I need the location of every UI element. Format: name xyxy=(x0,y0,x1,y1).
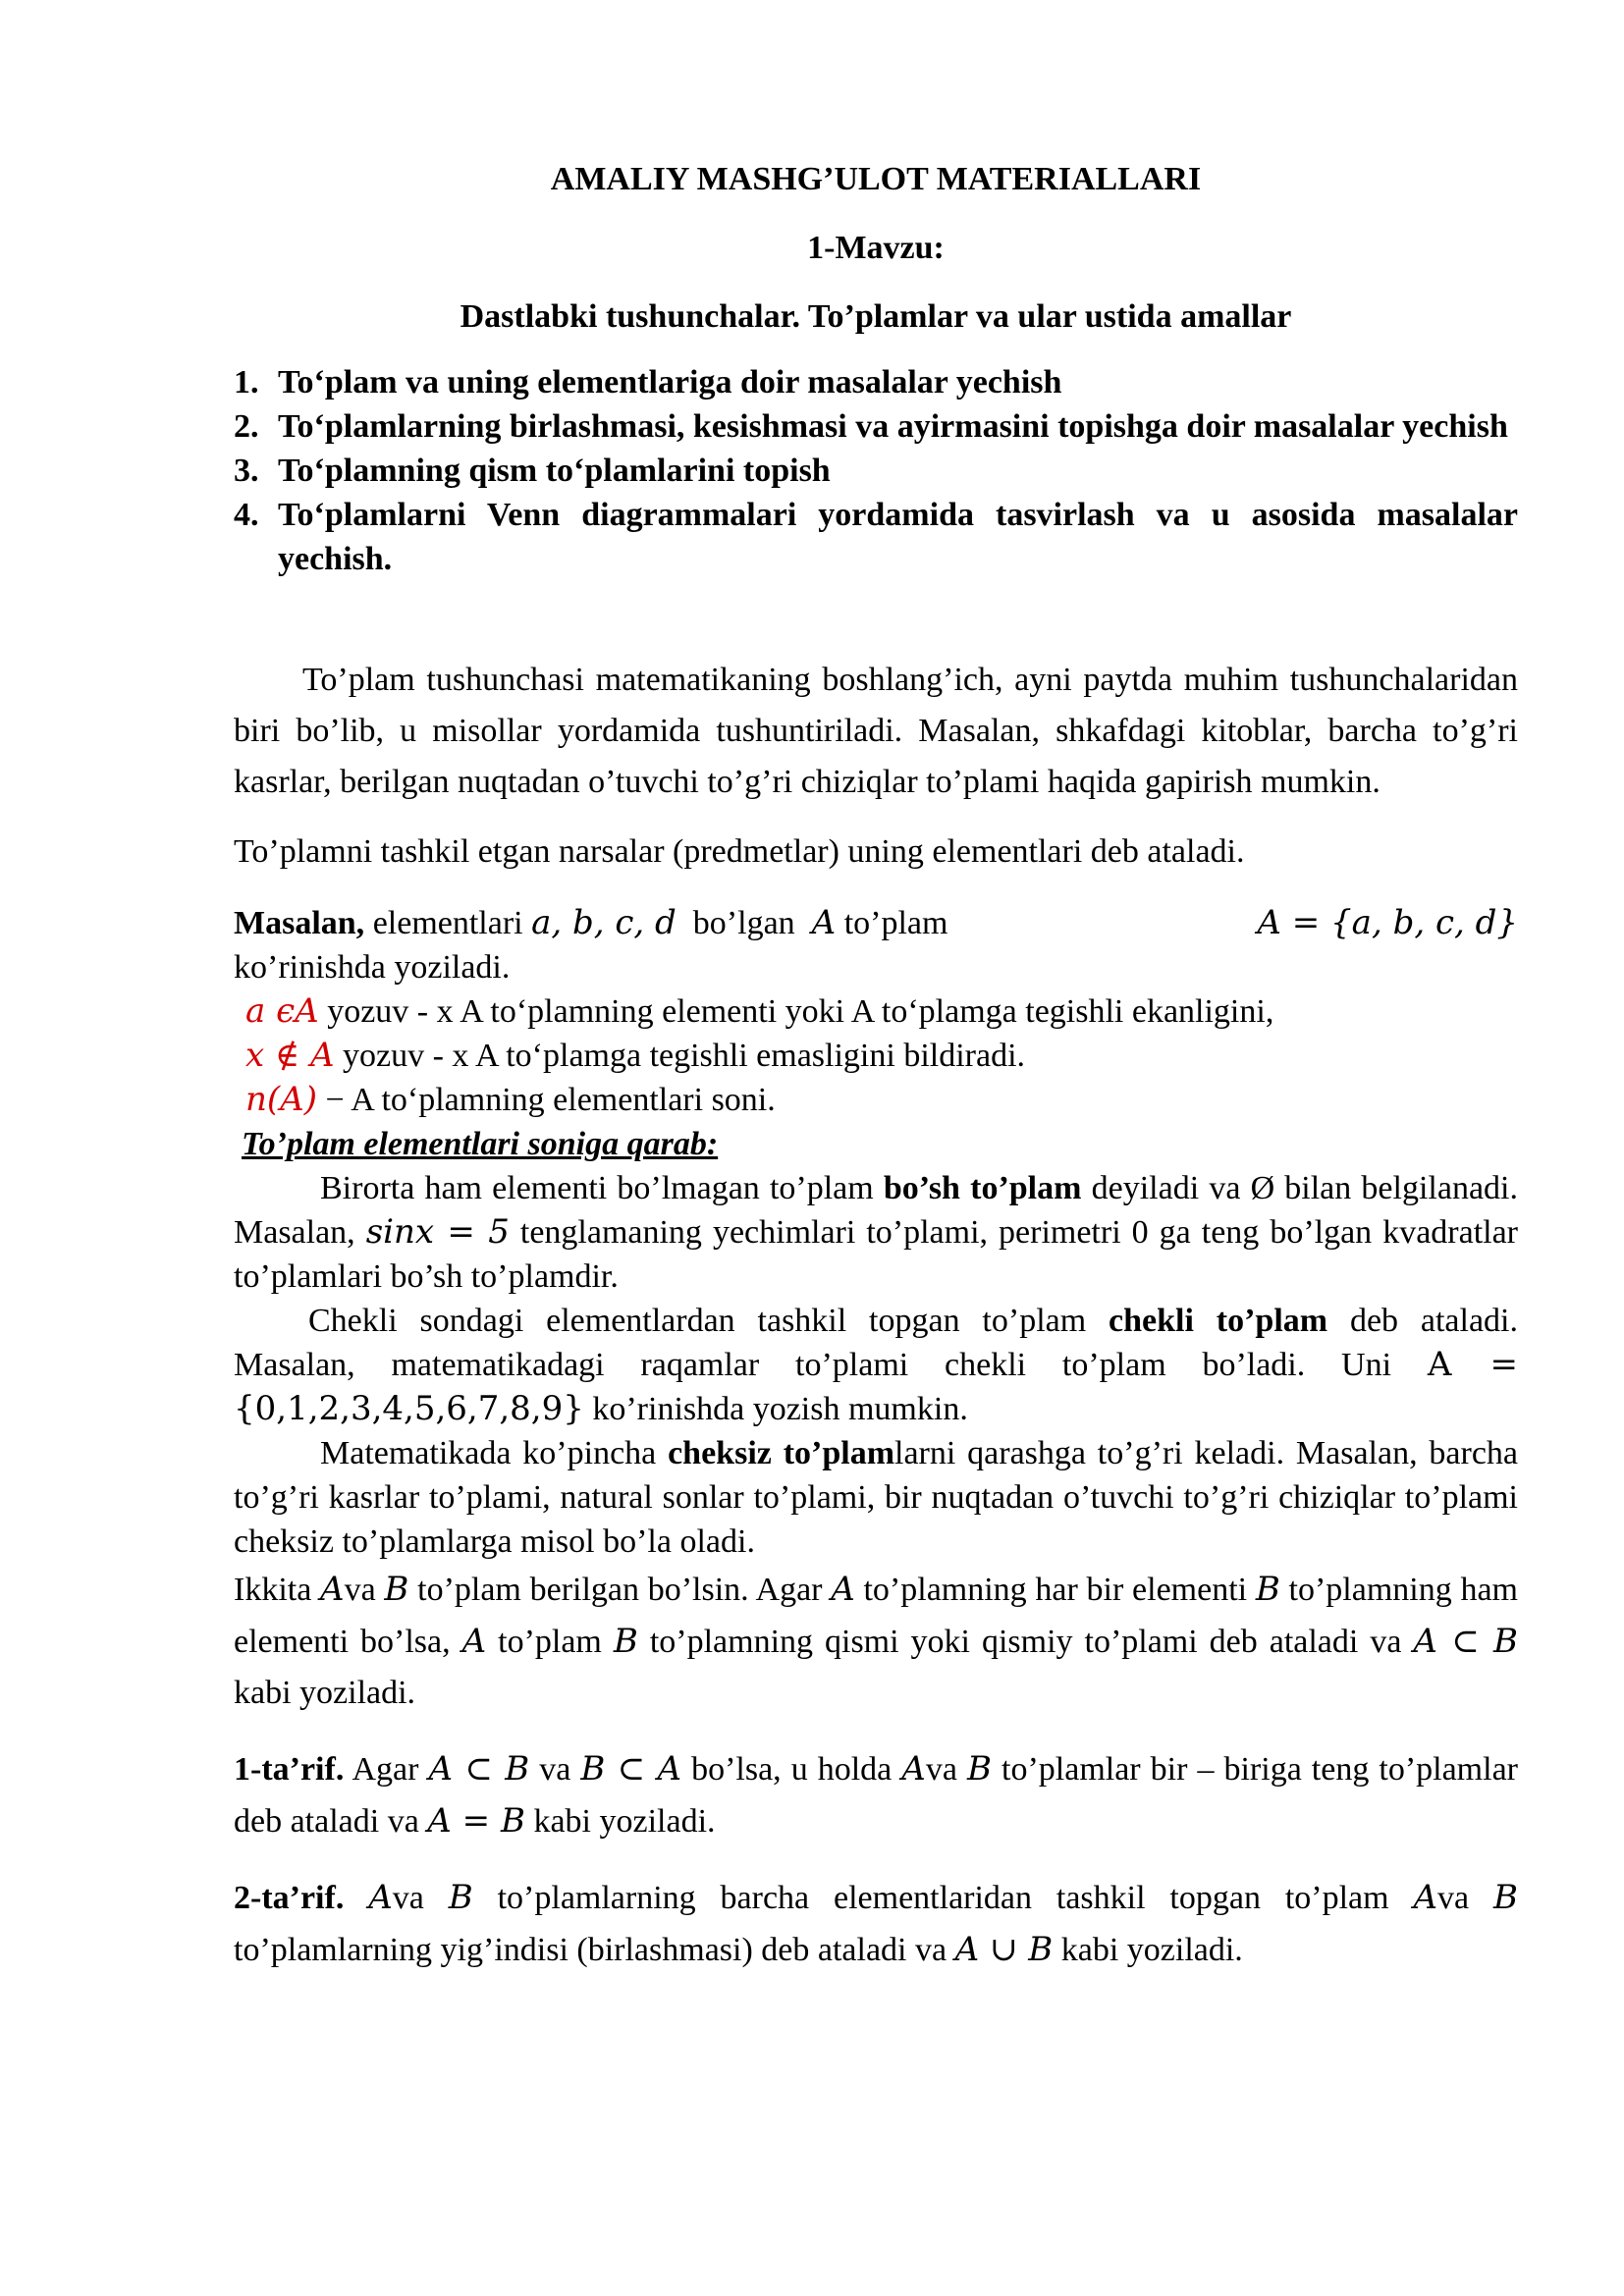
paragraph-text: kabi yoziladi. xyxy=(524,1803,716,1840)
empty-set-paragraph xyxy=(234,1166,1518,1299)
topic-subtitle: Dastlabki tushunchalar. To’plamlar va ular ustida amallar xyxy=(460,298,1292,335)
math-cardinality: n(A) xyxy=(245,1080,317,1119)
math-symbol: B xyxy=(1255,1570,1280,1609)
notation-item xyxy=(245,1078,1518,1122)
paragraph-text: Ikkita xyxy=(234,1572,321,1608)
math-symbol: B xyxy=(966,1749,992,1789)
paragraph-text: bo’lsa, u holda xyxy=(681,1751,902,1788)
document-title: AMALIY MASHG’ULOT MATERIALLARI xyxy=(550,161,1202,197)
paragraph-text: Chekli sondagi elementlardan tashkil topgan to’plam xyxy=(308,1303,1110,1339)
paragraph-text: larni qarashga to’g’ri keladi. Masalan, barcha to’g’ri kasrlar to’plami, natural sonlar to’plami, bir nuqtadan o’tuvchi to’g’ri chiziqlar to’plami cheksiz to’plamlarga misol bo’la oladi. xyxy=(234,1435,1519,1560)
intro-paragraph: To’plam tushunchasi matematikaning boshlang’ich, ayni paytda muhim tushunchalaridan biri bo’lib, u misollar yordamida tushuntiriladi. Masalan, shkafdagi kitoblar, barcha to’g’ri kasrlar, berilgan nuqtadan o’tuvchi to’g’ri chiziqlar to’plami haqida gapirish mumkin. xyxy=(234,662,1518,800)
list-text: To‘plam va uning elementlariga doir masalalar yechish xyxy=(278,364,1062,400)
paragraph-text: kabi yoziladi. xyxy=(1053,1932,1243,1968)
list-text: To‘plamlarni Venn diagrammalari yordamida tasvirlash va u asosida masalalar yechish. xyxy=(278,497,1518,577)
math-elements: a, b, c, d xyxy=(531,903,677,942)
list-number: 1. xyxy=(234,364,259,400)
topic-list xyxy=(234,360,1518,581)
paragraph-text: to’plamlarning barcha elementlaridan tashkil topgan to’plam xyxy=(472,1880,1414,1916)
math-symbol: B xyxy=(384,1570,409,1609)
infinite-set-paragraph xyxy=(234,1431,1518,1564)
notation-item xyxy=(245,989,1518,1034)
math-equality: A = B xyxy=(427,1801,525,1841)
term-bold: chekli to’plam xyxy=(1109,1303,1328,1339)
math-membership: a ϵA xyxy=(245,991,319,1031)
elements-definition: To’plamni tashkil etgan narsalar (predmetlar) uning elementlari deb ataladi. xyxy=(234,833,1245,870)
paragraph-text: Agar xyxy=(344,1751,429,1788)
paragraph-text: to’plamning qismi yoki qismiy to’plami deb ataladi va xyxy=(637,1624,1414,1660)
list-item xyxy=(234,360,1518,404)
notation-text: yozuv - x A to‘plamning elementi yoki A to‘plamga tegishli ekanligini, xyxy=(318,993,1274,1030)
paragraph-text: deb ataladi. Masalan, matematikadagi raqamlar to’plami chekli to’plam bo’ladi. Uni xyxy=(234,1303,1518,1383)
example-text: elementlari xyxy=(372,905,523,941)
math-symbol: B xyxy=(613,1622,638,1661)
paragraph-text: va xyxy=(529,1751,581,1788)
list-item xyxy=(234,404,1518,449)
definition-label: 2-ta’rif. xyxy=(234,1880,345,1916)
paragraph-text: deyiladi va Ø bilan belgilanadi. Masalan, xyxy=(234,1170,1518,1251)
paragraph-text: Birorta ham elementi bo’lmagan to’plam xyxy=(320,1170,884,1206)
list-item xyxy=(234,449,1518,493)
notation-text: − A to‘plamning elementlari soni. xyxy=(316,1082,776,1118)
paragraph-text: ko’rinishda yozish mumkin. xyxy=(583,1391,968,1427)
math-subset: B ⊂ A xyxy=(580,1749,682,1789)
math-union: A ∪ B xyxy=(954,1930,1054,1969)
math-symbol: B xyxy=(1493,1878,1518,1917)
definition-1 xyxy=(234,1743,1518,1847)
example-text: to’plam xyxy=(843,905,948,941)
notation-text: yozuv - x A to‘plamga tegishli emasligini bildiradi. xyxy=(334,1038,1026,1074)
math-subset: A ⊂ B xyxy=(428,1749,530,1789)
section-subheading: To’plam elementlari soniga qarab: xyxy=(242,1126,719,1162)
notation-list xyxy=(234,989,1518,1122)
definition-label: 1-ta’rif. xyxy=(234,1751,345,1788)
list-number: 3. xyxy=(234,453,259,489)
term-bold: bo’sh to’plam xyxy=(883,1170,1082,1206)
paragraph-text: to’plamning ham elementi bo’lsa, xyxy=(234,1572,1518,1660)
topic-number: 1-Mavzu: xyxy=(807,230,945,266)
math-symbol: A xyxy=(320,1570,345,1609)
math-subset: A ⊂ B xyxy=(1413,1622,1518,1661)
math-set-notation: A = {a, b, c, d} xyxy=(1257,903,1518,942)
document-page xyxy=(234,147,1518,1976)
paragraph-text: to’plamlar bir – biriga teng to’plamlar deb ataladi va xyxy=(234,1751,1518,1840)
math-symbol: A xyxy=(368,1878,393,1917)
list-text: To‘plamlarning birlashmasi, kesishmasi va ayirmasini topishga doir masalalar yechish xyxy=(278,408,1508,445)
list-number: 2. xyxy=(234,408,259,445)
paragraph-text: Matematikada ko’pincha xyxy=(320,1435,669,1471)
definition-2 xyxy=(234,1872,1518,1976)
math-symbol: A xyxy=(831,1570,855,1609)
math-set-notation: A = {0,1,2,3,4,5,6,7,8,9} xyxy=(234,1345,1518,1428)
paragraph-text: to’plam berilgan bo’lsin. Agar xyxy=(408,1572,832,1608)
paragraph-text: va xyxy=(1437,1880,1493,1916)
paragraph-text: va xyxy=(392,1880,449,1916)
term-bold: cheksiz to’plam xyxy=(668,1435,895,1471)
example-block xyxy=(234,901,1518,989)
math-nonmembership: x ∉ A xyxy=(245,1036,335,1075)
paragraph-text: to’plamlarning yig’indisi (birlashmasi) deb ataladi va xyxy=(234,1932,955,1968)
paragraph-text: kabi yoziladi. xyxy=(234,1675,416,1711)
math-set: A xyxy=(811,903,837,942)
math-symbol: A xyxy=(461,1622,487,1661)
paragraph-text: to’plam xyxy=(486,1624,614,1660)
list-text: To‘plamning qism to‘plamlarini topish xyxy=(278,453,831,489)
example-label: Masalan, xyxy=(234,905,365,941)
math-equation: sinx = 5 xyxy=(365,1212,510,1252)
math-symbol: A xyxy=(1413,1878,1438,1917)
paragraph-text: to’plamning har bir elementi xyxy=(854,1572,1256,1608)
example-text: bo’lgan xyxy=(692,905,795,941)
paragraph-text: va xyxy=(344,1572,385,1608)
notation-item xyxy=(245,1034,1518,1078)
example-line xyxy=(234,901,1518,945)
math-symbol: B xyxy=(448,1878,473,1917)
subset-paragraph xyxy=(234,1564,1518,1719)
paragraph-text: va xyxy=(925,1751,967,1788)
list-number: 4. xyxy=(234,497,259,533)
example-text: ko’rinishda yoziladi. xyxy=(234,949,511,986)
list-item xyxy=(234,493,1518,581)
finite-set-paragraph xyxy=(234,1299,1518,1431)
paragraph-text: tenglamaning yechimlari to’plami, perimetri 0 ga teng bo’lgan kvadratlar to’plamlari bo’sh to’plamdir. xyxy=(234,1214,1518,1295)
math-symbol: A xyxy=(901,1749,926,1789)
